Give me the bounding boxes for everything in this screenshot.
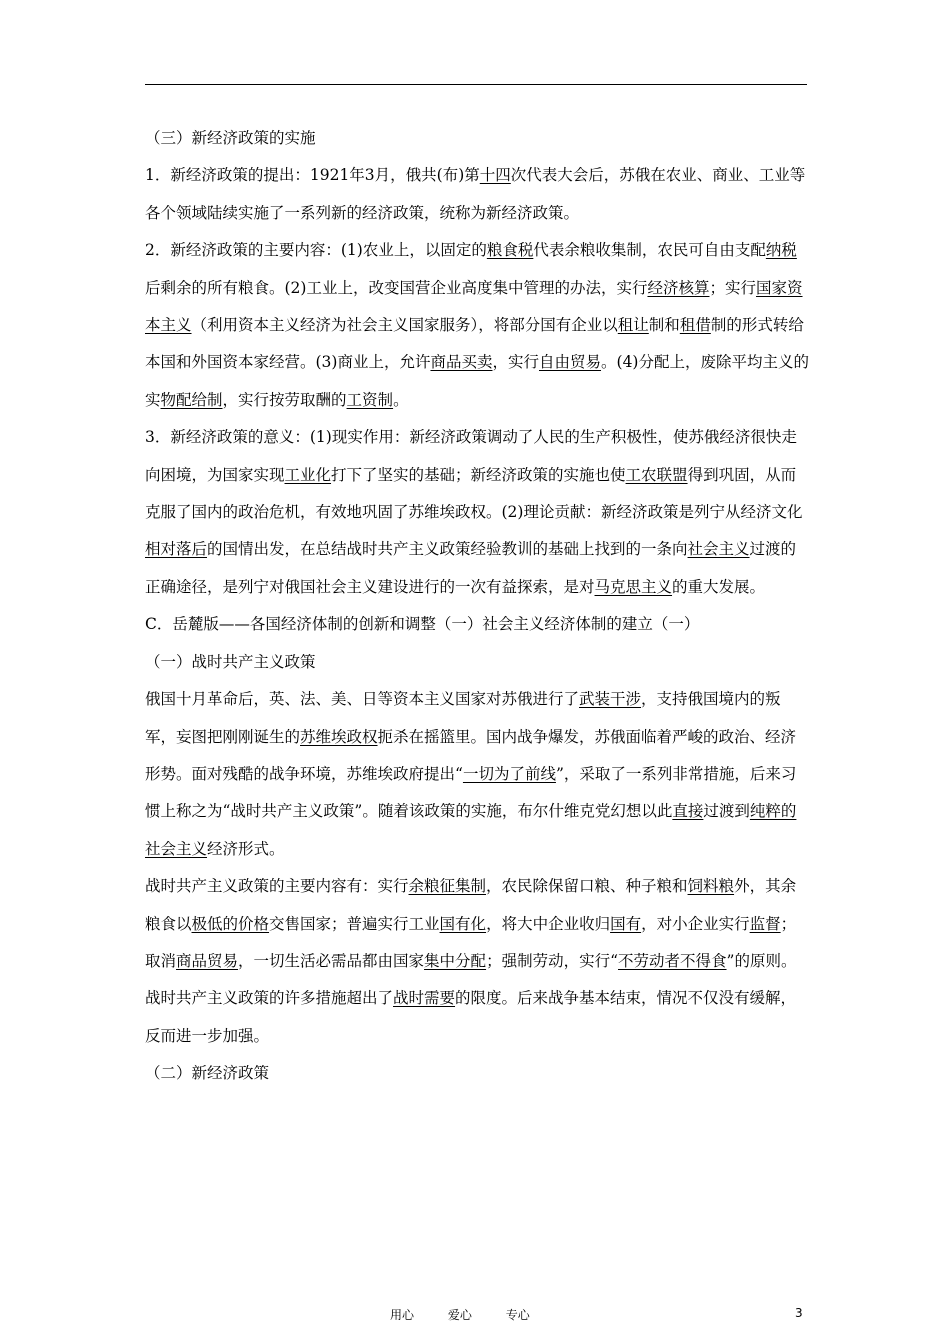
header-rule [145,84,807,85]
text-run: 代表余粮收集制，农民可自由支配 [533,241,766,260]
text-run: 次代表大会后，苏俄在农业、商业、工业等各个领域陆续实施了一系列新的经济政策，统称为新经济政策。 [145,166,806,222]
paragraph [145,120,810,157]
document-body [145,120,810,1093]
underlined-term: 物配给制 [160,390,223,409]
underlined-term: 武装干涉 [579,690,642,709]
text-run: 战时共产主义政策的主要内容有：实行 [145,877,409,896]
text-run: 的国情出发，在总结战时共产主义政策经验教训的基础上找到的一条向 [207,540,688,559]
paragraph [145,681,810,868]
underlined-term: 工资制 [346,390,394,409]
underlined-term: 极低的价格 [191,914,270,933]
text-run: ”，采取了一系列非常措施，后来习惯上称之为“战时共产主义政策”。随着该政策的实施，布尔什维克党幻想以此 [145,764,797,821]
text-run: ，支持俄国境内的叛军，妄图把刚刚诞生的 [145,690,781,746]
underlined-term: 纳税 [765,241,797,260]
underlined-term: 马克思主义 [594,577,673,596]
underlined-term: 国有 [610,914,642,933]
underlined-term: 不劳动者不得食 [618,951,727,970]
underlined-term: 租让 [617,316,649,335]
text-run: 扼杀在摇篮里。国内战争爆发，苏俄面临着严峻的政治、经济形势。面对残酷的战争环境，苏维埃政府提出“ [145,727,797,783]
paragraph [145,232,810,419]
underlined-term: 纯粹的社会主义 [145,802,797,858]
text-run: 过渡的正确途径，是列宁对俄国社会主义建设进行的一次有益探索，是对 [145,540,797,596]
underlined-term: 国家资本主义 [145,278,803,335]
paragraph [145,419,810,606]
text-run: ，农民除保留口粮、种子粮和 [486,877,688,896]
underlined-term: 粮食税 [486,241,534,260]
paragraph [145,868,810,980]
paragraph [145,644,810,681]
text-run: ，将大中企业收归 [486,914,611,933]
underlined-term: 一切为了前线 [462,764,556,783]
text-run: ；实行 [709,278,756,297]
underlined-term: 自由贸易 [539,353,602,372]
paragraph [145,980,810,1055]
underlined-term: 国有化 [439,914,487,933]
underlined-term: 饲料粮 [687,877,735,896]
footer-slogan-2: 爱心 [447,1308,472,1322]
text-run: 打下了坚实的基础；新经济政策的实施也使 [331,465,626,484]
text-run: ；强制劳动，实行“ [486,951,618,970]
text-run: C．岳麓版——各国经济体制的创新和调整（一）社会主义经济体制的建立（一） [145,615,700,634]
underlined-term: 苏维埃政权 [300,727,378,746]
text-run: 过渡到 [703,802,750,821]
underlined-term: 集中分配 [424,951,487,970]
text-run: ；取消 [145,914,797,970]
text-run: 外，其余粮食以 [145,877,797,933]
text-run: 交售国家；普遍实行工业 [269,914,440,933]
underlined-term: 相对落后 [145,540,208,559]
paragraph [145,1055,810,1092]
text-run: 1．新经济政策的提出：1921年3月，俄共(布)第 [145,166,480,185]
text-run: ，实行按劳取酬的 [222,390,347,409]
paragraph [145,157,810,232]
underlined-term: 直接 [672,802,704,821]
text-run: 的限度。后来战争基本结束，情况不仅没有缓解，反而进一步加强。 [145,989,797,1045]
underlined-term: 租借 [679,316,711,335]
paragraph [145,606,810,643]
underlined-term: 十四 [479,166,511,185]
text-run: 的重大发展。 [672,577,766,596]
footer-slogan-3: 专心 [505,1308,530,1322]
underlined-term: 经济核算 [647,278,710,297]
text-run: （利用资本主义经济为社会主义国家服务），将部分国有企业以 [191,316,618,335]
text-run: 战时共产主义政策的许多措施超出了 [145,989,394,1008]
text-run: 经济形式。 [207,839,285,858]
underlined-term: 余粮征集制 [408,877,487,896]
text-run: 制和 [648,316,680,335]
text-run: ，对小企业实行 [641,914,750,933]
underlined-term: 工业化 [284,465,332,484]
text-run: ，一切生活必需品都由国家 [238,951,425,970]
underlined-term: 工农联盟 [625,465,688,484]
text-run: 俄国十月革命后，英、法、美、日等资本主义国家对苏俄进行了 [145,690,580,709]
text-run: 。(4)分配上，废除平均主义的实 [145,353,809,409]
underlined-term: 监督 [749,914,781,933]
underlined-term: 商品贸易 [176,951,239,970]
text-run: （三）新经济政策的实施 [145,129,316,147]
underlined-term: 社会主义 [687,540,750,559]
underlined-term: 战时需要 [393,989,456,1008]
footer-slogan [390,1306,560,1323]
page-number: 3 [795,1306,803,1320]
text-run: 后剩余的所有粮食。(2)工业上，改变国营企业高度集中管理的办法，实行 [145,278,648,297]
text-run: 制的形式转给本国和外国资本家经营。(3)商业上，允许 [145,316,804,372]
footer-slogan-1: 用心 [390,1308,415,1322]
text-run: 2．新经济政策的主要内容：(1)农业上，以固定的 [145,241,487,260]
text-run: 。 [393,390,409,409]
text-run: （二）新经济政策 [145,1064,270,1083]
underlined-term: 商品买卖 [430,353,493,372]
text-run: 3．新经济政策的意义：(1)现实作用：新经济政策调动了人民的生产积极性，使苏俄经济很快走向困境，为国家实现 [145,428,797,484]
text-run: 得到巩固，从而克服了国内的政治危机，有效地巩固了苏维埃政权。(2)理论贡献：新经济政策是列宁从经济文化 [145,465,803,522]
text-run: ”的原则。 [726,951,797,970]
text-run: ，实行 [492,353,539,372]
text-run: （一）战时共产主义政策 [145,652,316,671]
